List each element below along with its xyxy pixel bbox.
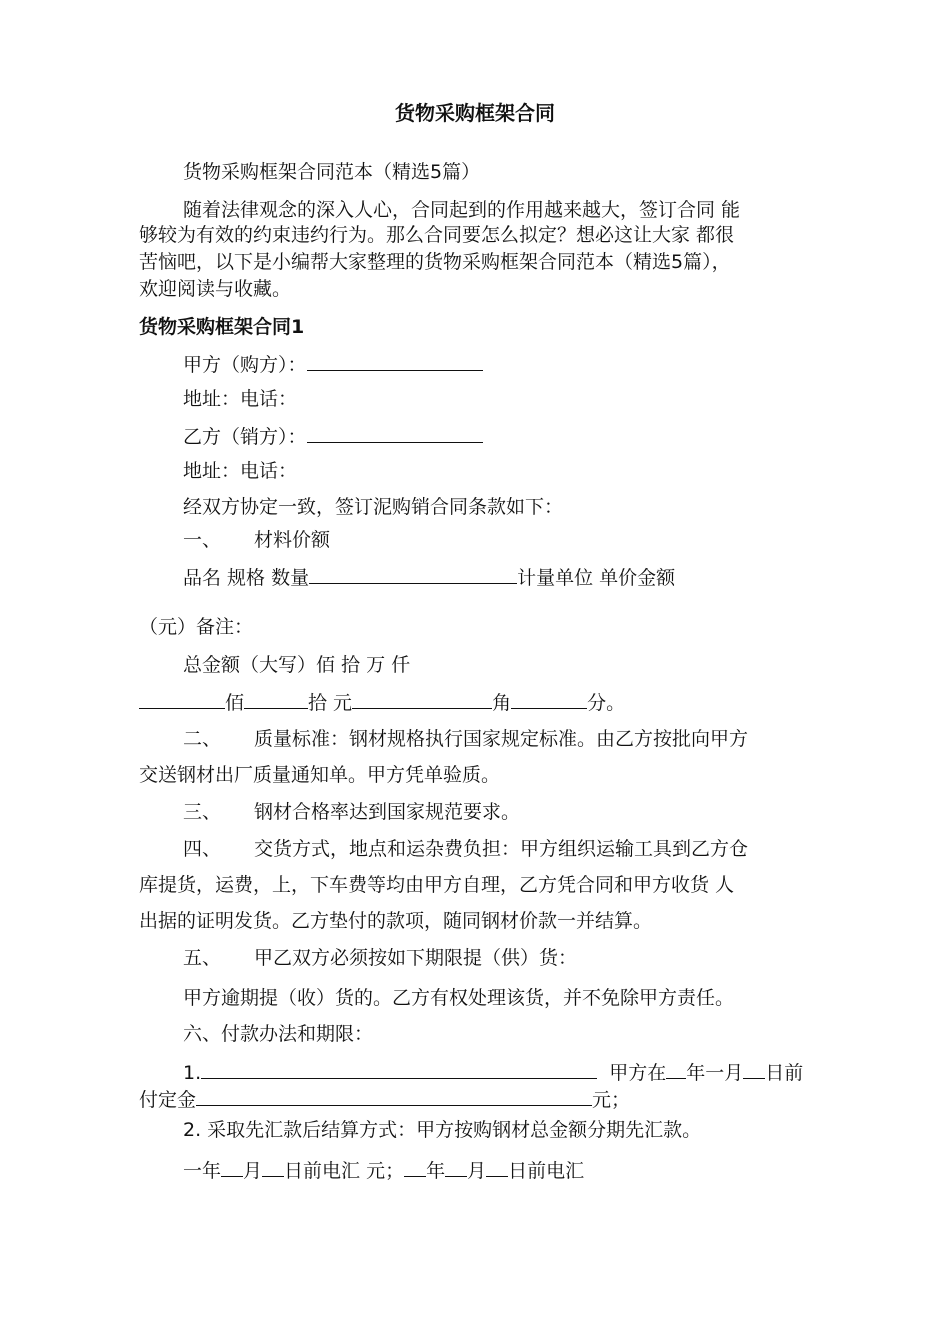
clause-number: 二、 [183, 728, 222, 750]
subtitle: 货物采购框架合同范本（精选5篇） [183, 161, 481, 183]
blank-line [196, 1085, 592, 1106]
party-a-label: 甲方（购方）： [183, 354, 307, 376]
clause-text: 出据的证明发货。乙方垫付的款项，随同钢材价款一并结算。 [139, 910, 653, 932]
payment-line: 2. 采取先汇款后结算方式：甲方按购钢材总金额分期先汇款。 [183, 1119, 702, 1141]
amount-line [139, 688, 625, 716]
blank-line [307, 422, 483, 443]
table-header-line [183, 563, 675, 591]
payment-text: 年 [426, 1160, 446, 1182]
clause-number: 一、 [183, 529, 222, 551]
clause-heading: 六、付款办法和期限： [183, 1023, 374, 1045]
section-heading: 货物采购框架合同1 [139, 316, 305, 338]
blank-line [139, 688, 225, 709]
payment-text: 月 [243, 1160, 263, 1182]
payment-text: 甲方在 [609, 1062, 667, 1084]
blank-line [352, 688, 492, 709]
blank-line [244, 688, 308, 709]
payment-text: 元； [592, 1089, 631, 1111]
clause-text: 库提货，运费，上，下车费等均由甲方自理，乙方凭合同和甲方收货 人 [139, 874, 735, 896]
payment-line [183, 1058, 803, 1086]
blank-line [262, 1156, 284, 1177]
table-header-right: 计量单位 单价金额 [517, 567, 676, 589]
clause-text: 材料价额 [254, 529, 331, 551]
blank-line [201, 1058, 597, 1079]
blank-line [666, 1058, 686, 1079]
clause-text: 甲乙双方必须按如下期限提（供）货： [254, 947, 578, 969]
payment-text: 日前电汇 [508, 1160, 585, 1182]
amount-fen: 分。 [587, 692, 626, 714]
clause-number: 五、 [183, 947, 222, 969]
party-a-line [183, 350, 483, 378]
clause-text: 质量标准：钢材规格执行国家规定标准。由乙方按批向甲方 [254, 728, 749, 750]
address-phone: 地址：电话： [183, 388, 298, 410]
clause-text: 钢材合格率达到国家规范要求。 [254, 801, 521, 823]
amount-jiao: 角 [492, 692, 512, 714]
clause-text: 甲方逾期提（收）货的。乙方有权处理该货，并不免除甲方责任。 [183, 987, 735, 1009]
payment-number: 1. [183, 1062, 202, 1084]
intro-line: 够较为有效的约束违约行为。那么合同要怎么拟定？想必这让大家 都很 [139, 224, 735, 246]
table-header-left: 品名 规格 数量 [183, 567, 310, 589]
payment-line [139, 1085, 630, 1113]
payment-text: 日前电汇 元； [284, 1160, 405, 1182]
clause-text: 交送钢材出厂质量通知单。甲方凭单验质。 [139, 764, 501, 786]
blank-line [743, 1058, 765, 1079]
blank-line [307, 350, 483, 371]
blank-line [511, 688, 587, 709]
payment-text: 一年 [183, 1160, 222, 1182]
blank-line [221, 1156, 243, 1177]
address-phone: 地址：电话： [183, 460, 298, 482]
intro-line: 随着法律观念的深入人心，合同起到的作用越来越大，签订合同 能 [183, 199, 741, 221]
payment-text: 月 [467, 1160, 487, 1182]
amount-bai: 佰 [225, 692, 245, 714]
intro-line: 苦恼吧，以下是小编帮大家整理的货物采购框架合同范本（精选5篇）， [139, 251, 731, 273]
blank-line [445, 1156, 467, 1177]
intro-line: 欢迎阅读与收藏。 [139, 278, 292, 300]
blank-line [309, 563, 517, 584]
payment-text: 付定金 [139, 1089, 197, 1111]
total-amount: 总金额（大写）佰 拾 万 仟 [183, 654, 411, 676]
party-b-label: 乙方（销方）： [183, 426, 307, 448]
blank-line [404, 1156, 426, 1177]
yuan-note: （元）备注： [139, 616, 254, 638]
payment-schedule-line [183, 1156, 584, 1184]
payment-text: 日前 [765, 1062, 804, 1084]
document-title: 货物采购框架合同 [395, 101, 555, 125]
party-b-line [183, 422, 483, 450]
clause-text: 交货方式，地点和运杂费负担：甲方组织运输工具到乙方仓 [254, 838, 749, 860]
payment-text: 年一月 [686, 1062, 744, 1084]
amount-shi: 拾 元 [308, 692, 353, 714]
clause-number: 四、 [183, 838, 222, 860]
blank-line [486, 1156, 508, 1177]
agreement-line: 经双方协定一致，签订泥购销合同条款如下： [183, 496, 564, 518]
clause-number: 三、 [183, 801, 222, 823]
